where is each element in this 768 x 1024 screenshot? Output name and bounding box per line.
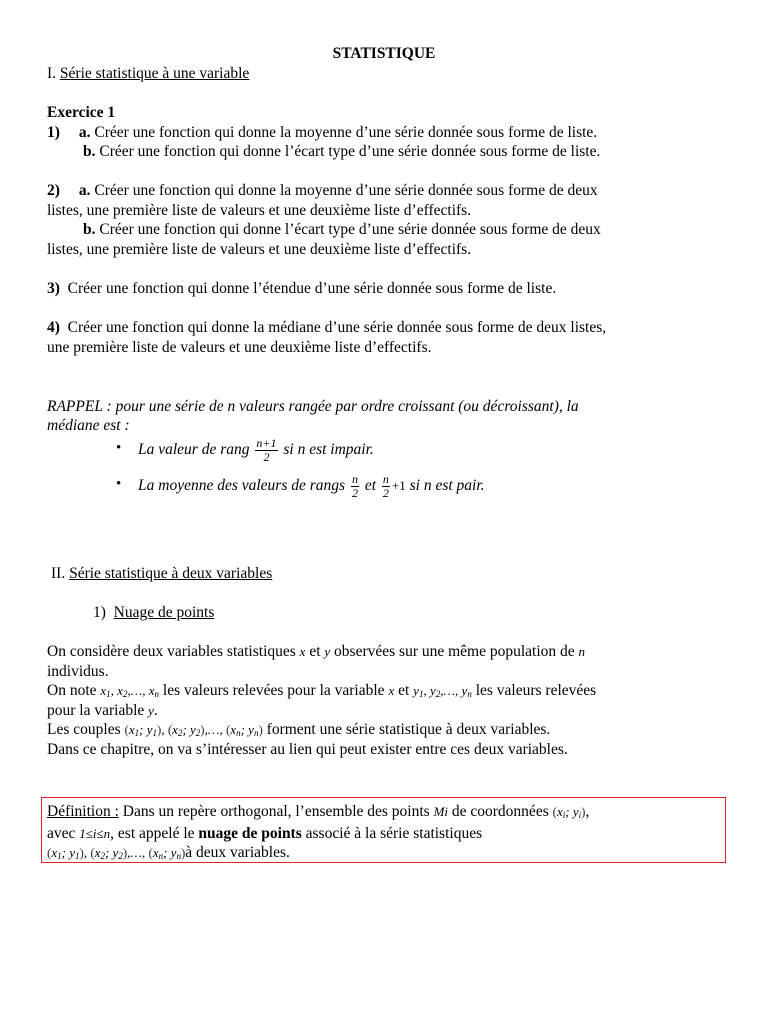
bullet-dot-icon: • — [116, 476, 122, 492]
fraction-n-plus-1-over-2: $\frac{n+1}{2}$ — [256, 435, 277, 464]
definition-line-2: avec 1≤i≤n, est appelé le nuage de points associé à la série statistiques — [47, 825, 483, 842]
q3-line: 3) Créer une fonction qui donne l’étendue d’une série donnée sous forme de liste. — [47, 280, 557, 297]
paragraph-1-line-1: On considère deux variables statistiques x et y observées sur une même population de n — [47, 643, 586, 660]
q2b-line-1: b. Créer une fonction qui donne l’écart type d’une série donnée sous forme de deux — [83, 221, 601, 238]
q2a-line-2: listes, une première liste de valeurs et une deuxième liste d’effectifs. — [47, 202, 472, 219]
rappel-line-2: médiane est : — [47, 417, 130, 434]
section-2-heading: II. Série statistique à deux variables — [51, 565, 273, 582]
fraction-n-over-2: $\frac{n}{2}$ — [351, 471, 358, 500]
bullet-dot-icon: • — [116, 440, 122, 456]
paragraph-1-line-2: individus. — [47, 663, 109, 680]
paragraph-4-line: Dans ce chapitre, on va s’intéresser au lien qui peut exister entre ces deux variables. — [47, 741, 568, 758]
q2a-line-1: 2) a. Créer une fonction qui donne la moyenne d’une série donnée sous forme de deux — [47, 182, 598, 199]
fraction-n-over-2-second: $\frac{n}{2}$ — [382, 471, 389, 500]
exercise-title: Exercice 1 — [47, 104, 116, 121]
subsection-nuage-heading: 1) Nuage de points — [93, 604, 215, 621]
q4-line-1: 4) Créer une fonction qui donne la médiane d’une série donnée sous forme de deux listes, — [47, 319, 607, 336]
rappel-bullet-1: La valeur de rang $\frac{n+1}{2}$ si n est impair. — [138, 435, 374, 464]
paragraph-2-line-1: On note $x_1$, $x_2,\dots$, $x_n$ les valeurs relevées pour la variable x et $y_1$, $y_2,\dots$, $y_n$ les valeurs relevées — [47, 682, 597, 699]
q1a-line: 1) a. Créer une fonction qui donne la moyenne d’une série donnée sous forme de liste. — [47, 124, 598, 141]
paragraph-3-line: Les couples ($x_1$; $y_1$), ($x_2$; $y_2),\dots$, ($x_n$; $y_n$) forment une série statistique à deux variables. — [47, 721, 551, 738]
paragraph-2-line-2: pour la variable y. — [47, 702, 158, 719]
q2b-line-2: listes, une première liste de valeurs et une deuxième liste d’effectifs. — [47, 241, 472, 258]
page-title: STATISTIQUE — [332, 45, 436, 62]
q1b-line: b. Créer une fonction qui donne l’écart type d’une série donnée sous forme de liste. — [83, 143, 601, 160]
rappel-bullet-2: La moyenne des valeurs de rangs $\frac{n}{2}$ et $\frac{n}{2}$ +1 si n est pair. — [138, 471, 485, 500]
section-1-heading: I. Série statistique à une variable — [47, 65, 250, 82]
rappel-line-1: RAPPEL : pour une série de n valeurs rangée par ordre croissant (ou décroissant), la — [47, 398, 579, 415]
q4-line-2: une première liste de valeurs et une deuxième liste d’effectifs. — [47, 339, 432, 356]
definition-line-3: ($x_1$; $y_1$), ($x_2$; $y_2),\dots$, ($x_n$; $y_n)à$ deux variables. — [47, 844, 290, 861]
definition-line-1: Définition : Dans un repère orthogonal, l’ensemble des points Mi de coordonnées ($x_i$; $y_i$), — [47, 803, 590, 820]
